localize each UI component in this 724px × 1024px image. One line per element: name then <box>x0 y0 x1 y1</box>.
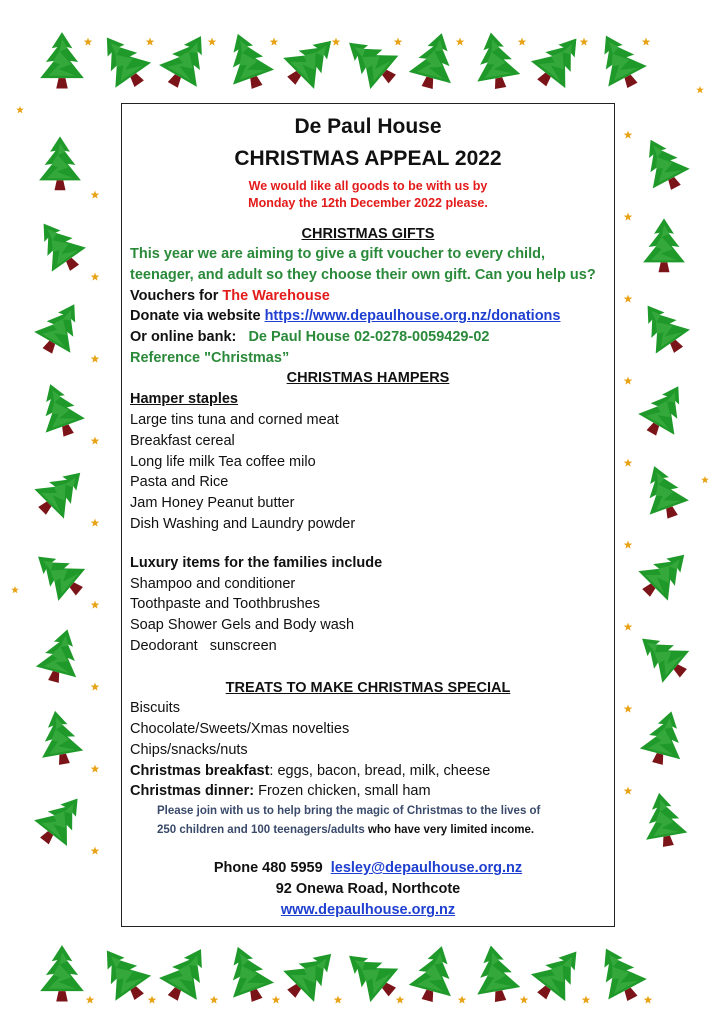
star-icon <box>91 191 100 199</box>
star-icon <box>624 541 633 549</box>
christmas-tree-icon <box>34 707 85 767</box>
star-icon <box>91 355 100 363</box>
staple-item: Pasta and Rice <box>130 474 229 490</box>
christmas-tree-icon <box>524 25 593 96</box>
star-icon <box>332 38 341 46</box>
star-icon <box>91 765 100 773</box>
star-icon <box>334 996 343 1004</box>
star-icon <box>624 623 633 631</box>
star-icon <box>582 996 591 1004</box>
star-icon <box>272 996 281 1004</box>
star-icon <box>148 996 157 1004</box>
christmas-tree-icon <box>31 377 89 442</box>
christmas-tree-icon <box>643 218 685 272</box>
christmas-tree-icon <box>29 294 92 362</box>
star-icon <box>91 437 100 445</box>
gifts-heading: CHRISTMAS GIFTS <box>301 226 435 242</box>
breakfast-line <box>130 762 490 780</box>
treat-item: Chocolate/Sweets/Xmas novelties <box>130 721 350 737</box>
donate-link[interactable]: https://www.depaulhouse.org.nz/donations <box>264 308 561 324</box>
star-icon <box>91 683 100 691</box>
closing-line-2 <box>157 821 534 839</box>
vouchers-line <box>130 287 330 305</box>
reference-line: Reference "Christmas” <box>130 350 290 366</box>
christmas-tree-icon <box>217 26 277 94</box>
luxury-item: Toothpaste and Toothbrushes <box>130 596 320 612</box>
christmas-tree-icon <box>154 25 220 96</box>
org-name: De Paul House <box>294 115 442 138</box>
contact-line <box>122 859 614 877</box>
christmas-tree-icon <box>26 212 91 280</box>
christmas-tree-icon <box>632 130 694 197</box>
christmas-tree-icon <box>587 938 652 1008</box>
christmas-tree-icon <box>40 32 84 88</box>
christmas-tree-icon <box>335 939 406 1009</box>
deadline-line-1: We would like all goods to be with us by <box>248 179 488 193</box>
star-icon <box>86 996 95 1004</box>
closing-line-1: Please join with us to help bring the magic of Christmas to the lives of <box>157 805 541 817</box>
christmas-tree-icon <box>39 136 81 190</box>
star-icon <box>644 996 653 1004</box>
dinner-label: Christmas dinner: <box>130 783 255 799</box>
star-icon <box>91 601 100 609</box>
star-icon <box>624 213 633 221</box>
star-icon <box>208 38 217 46</box>
christmas-tree-icon <box>631 540 699 608</box>
star-icon <box>624 131 633 139</box>
christmas-tree-icon <box>633 376 696 444</box>
staple-item: Dish Washing and Laundry powder <box>130 516 356 532</box>
star-icon <box>624 787 633 795</box>
star-icon <box>394 38 403 46</box>
star-icon <box>701 476 709 483</box>
star-icon <box>146 38 155 46</box>
staple-item: Jam Honey Peanut butter <box>130 495 295 511</box>
hampers-heading: CHRISTMAS HAMPERS <box>286 370 450 386</box>
christmas-tree-icon <box>469 942 522 1005</box>
star-icon <box>520 996 529 1004</box>
star-icon <box>624 459 633 467</box>
donate-line <box>130 307 560 325</box>
christmas-tree-icon <box>25 541 93 608</box>
star-icon <box>91 519 100 527</box>
christmas-tree-icon <box>27 458 95 526</box>
christmas-tree-icon <box>217 939 277 1007</box>
christmas-tree-icon <box>89 938 157 1009</box>
luxury-item: Shampoo and conditioner <box>130 576 296 592</box>
christmas-tree-icon <box>637 706 691 769</box>
treats-heading: TREATS TO MAKE CHRISTMAS SPECIAL <box>225 680 511 696</box>
star-icon <box>458 996 467 1004</box>
star-icon <box>456 38 465 46</box>
website-line <box>122 901 614 919</box>
deadline-line-2: Monday the 12th December 2022 please. <box>248 196 488 210</box>
address: 92 Onewa Road, Northcote <box>275 881 461 897</box>
appeal-title: CHRISTMAS APPEAL 2022 <box>234 147 502 170</box>
dinner-text: Frozen chicken, small ham <box>254 783 431 799</box>
star-icon <box>624 377 633 385</box>
bank-label: Or online bank: <box>130 329 237 345</box>
star-icon <box>518 38 527 46</box>
star-icon <box>396 996 405 1004</box>
bank-line <box>130 328 489 346</box>
luxury-heading: Luxury items for the families include <box>130 555 383 571</box>
star-icon <box>624 295 633 303</box>
christmas-tree-icon <box>630 294 695 362</box>
star-icon <box>91 273 100 281</box>
star-icon <box>696 86 704 93</box>
gifts-intro-line-2: teenager, and adult so they choose their own gift. Can you help us? <box>130 267 596 283</box>
breakfast-text: : eggs, bacon, bread, milk, cheese <box>269 763 491 779</box>
phone-number: Phone 480 5959 <box>213 860 323 876</box>
christmas-tree-icon <box>40 945 84 1001</box>
closing-rest: who have very limited income. <box>364 824 535 836</box>
christmas-tree-icon <box>406 940 463 1006</box>
star-icon <box>11 586 19 593</box>
appeal-flyer <box>121 103 615 927</box>
christmas-tree-icon <box>335 26 406 96</box>
donate-label: Donate via website <box>130 308 265 324</box>
christmas-tree-icon <box>33 624 87 687</box>
christmas-tree-icon <box>89 25 157 96</box>
star-icon <box>624 705 633 713</box>
star-icon <box>84 38 93 46</box>
christmas-tree-icon <box>638 789 689 849</box>
christmas-tree-icon <box>276 25 347 96</box>
christmas-tree-icon <box>406 27 463 93</box>
christmas-tree-icon <box>469 29 522 92</box>
christmas-tree-icon <box>154 938 220 1009</box>
christmas-tree-icon <box>635 459 693 524</box>
star-icon <box>270 38 279 46</box>
staple-item: Breakfast cereal <box>130 433 235 449</box>
closing-highlight: 250 children and 100 teenagers/adults <box>157 824 365 836</box>
vouchers-label: Vouchers for <box>130 288 223 304</box>
luxury-item: Soap Shower Gels and Body wash <box>130 617 355 633</box>
gifts-intro-line-1: This year we are aiming to give a gift voucher to every child, <box>130 246 545 262</box>
email-link[interactable]: lesley@depaulhouse.org.nz <box>330 860 523 876</box>
star-icon <box>16 106 24 113</box>
star-icon <box>210 996 219 1004</box>
staple-item: Large tins tuna and corned meat <box>130 412 339 428</box>
staples-heading: Hamper staples <box>130 391 238 407</box>
bank-account: De Paul House 02-0278-0059429-02 <box>248 329 490 345</box>
staple-item: Long life milk Tea coffee milo <box>130 454 316 470</box>
vouchers-store: The Warehouse <box>222 288 330 304</box>
christmas-tree-icon <box>28 786 94 854</box>
star-icon <box>580 38 589 46</box>
star-icon <box>642 38 651 46</box>
treat-item: Chips/snacks/nuts <box>130 742 248 758</box>
star-icon <box>91 847 100 855</box>
website-link[interactable]: www.depaulhouse.org.nz <box>280 902 456 918</box>
treat-item: Biscuits <box>130 700 180 716</box>
luxury-item: Deodorant sunscreen <box>130 638 277 654</box>
christmas-tree-icon <box>629 623 697 690</box>
breakfast-label: Christmas breakfast <box>130 763 270 779</box>
dinner-line <box>130 782 431 800</box>
christmas-tree-icon <box>587 25 652 95</box>
